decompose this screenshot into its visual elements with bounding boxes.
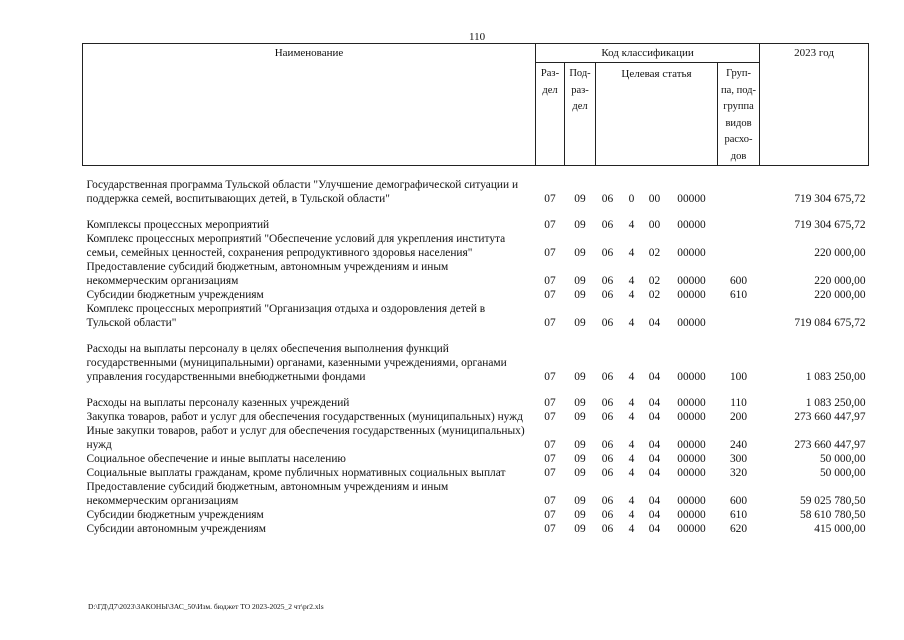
row-target: [596, 452, 718, 466]
target-measure: 04: [648, 439, 661, 451]
target-program: 06: [601, 439, 614, 451]
target-subprogram: 4: [628, 275, 635, 287]
target-measure: 04: [648, 411, 661, 423]
target-program: 06: [601, 453, 614, 465]
page-number: 110: [469, 31, 486, 43]
table-row: [83, 452, 869, 466]
row-razdel: 07: [544, 289, 556, 301]
row-sum: 415 000,00: [814, 523, 866, 535]
target-program: 06: [601, 247, 614, 259]
row-razdel: 07: [544, 523, 556, 535]
target-program: 06: [601, 193, 614, 205]
target-measure: 04: [648, 371, 661, 383]
table-row: [83, 480, 869, 508]
target-measure: 02: [648, 247, 661, 259]
row-sum: 220 000,00: [814, 247, 866, 259]
row-razdel: 07: [544, 275, 556, 287]
row-podrazdel: 09: [574, 193, 586, 205]
target-program: 06: [601, 397, 614, 409]
target-program: 06: [601, 275, 614, 287]
header-classification: Код классификации: [536, 44, 760, 63]
row-name: Закупка товаров, работ и услуг для обеспечения государственных (муниципальных) нужд: [86, 411, 523, 423]
row-podrazdel: 09: [574, 439, 586, 451]
row-podrazdel: 09: [574, 411, 586, 423]
row-razdel: 07: [544, 411, 556, 423]
row-vid: 240: [729, 439, 748, 451]
row-sum: 719 304 675,72: [794, 219, 866, 231]
target-direction: 00000: [677, 219, 706, 231]
target-subprogram: 4: [628, 247, 635, 259]
row-name: Расходы на выплаты персоналу казенных учреждений: [86, 397, 350, 409]
target-subprogram: 4: [628, 317, 635, 329]
row-name: Расходы на выплаты персоналу в целях обеспечения выполнения функций государственными (муниципальными) органами, казенными учреждениями, органами управления государственными внебюджетными фондами: [86, 343, 507, 383]
target-program: 06: [601, 371, 614, 383]
target-direction: 00000: [677, 275, 706, 287]
target-measure: 04: [648, 317, 661, 329]
target-direction: 00000: [677, 467, 706, 479]
row-vid: 610: [729, 289, 748, 301]
target-measure: 04: [648, 509, 661, 521]
row-name: Комплекс процессных мероприятий "Организация отдыха и оздоровления детей в Тульской области": [86, 303, 486, 329]
target-measure: 04: [648, 453, 661, 465]
row-podrazdel: 09: [574, 371, 586, 383]
budget-table: [82, 43, 869, 536]
table-row: [83, 178, 869, 206]
target-direction: 00000: [677, 371, 706, 383]
row-vid: 600: [729, 275, 748, 287]
row-name: Предоставление субсидий бюджетным, автономным учреждениям и иным некоммерческим организациям: [86, 261, 449, 287]
target-direction: 00000: [677, 397, 706, 409]
table-row: [83, 508, 869, 522]
row-target: [596, 288, 718, 302]
target-subprogram: 0: [628, 193, 635, 205]
target-direction: 00000: [677, 289, 706, 301]
row-target: [596, 438, 718, 452]
row-sum: 58 610 780,50: [800, 509, 866, 521]
target-direction: 00000: [677, 509, 706, 521]
row-name: Социальные выплаты гражданам, кроме публичных нормативных социальных выплат: [86, 467, 506, 479]
row-sum: 719 304 675,72: [794, 193, 866, 205]
target-subprogram: 4: [628, 289, 635, 301]
row-sum: 273 660 447,97: [794, 439, 866, 451]
target-direction: 00000: [677, 411, 706, 423]
row-podrazdel: 09: [574, 453, 586, 465]
row-vid: 620: [729, 523, 748, 535]
row-name: Субсидии бюджетным учреждениям: [86, 509, 264, 521]
target-measure: 04: [648, 495, 661, 507]
row-name: Предоставление субсидий бюджетным, автономным учреждениям и иным некоммерческим организациям: [86, 481, 449, 507]
row-razdel: 07: [544, 453, 556, 465]
target-program: 06: [601, 509, 614, 521]
target-program: 06: [601, 495, 614, 507]
row-razdel: 07: [544, 439, 556, 451]
row-podrazdel: 09: [574, 467, 586, 479]
target-subprogram: 4: [628, 411, 635, 423]
row-razdel: 07: [544, 509, 556, 521]
target-subprogram: 4: [628, 453, 635, 465]
table-row: [83, 302, 869, 330]
row-razdel: 07: [544, 467, 556, 479]
row-razdel: 07: [544, 495, 556, 507]
row-sum: 273 660 447,97: [794, 411, 866, 423]
row-podrazdel: 09: [574, 219, 586, 231]
target-measure: 00: [648, 193, 661, 205]
row-target: [596, 274, 718, 288]
target-measure: 04: [648, 397, 661, 409]
row-vid: 320: [729, 467, 748, 479]
target-measure: 02: [648, 275, 661, 287]
target-program: 06: [601, 411, 614, 423]
row-podrazdel: 09: [574, 509, 586, 521]
header-name: Наименование: [83, 44, 536, 166]
target-measure: 00: [648, 219, 661, 231]
row-name: Социальное обеспечение и иные выплаты населению: [86, 453, 346, 465]
row-name: Комплекс процессных мероприятий "Обеспечение условий для укрепления института семьи, семейных ценностей, сохранения репродуктивного здоровья населения": [86, 233, 506, 259]
row-vid: [718, 232, 760, 260]
row-razdel: 07: [544, 397, 556, 409]
row-podrazdel: 09: [574, 275, 586, 287]
row-name: Комплексы процессных мероприятий: [86, 219, 270, 231]
file-path-footer: D:\ГД\Д7\2023\ЗАКОНЫ\ЗАС_50\Изм. бюджет ТО 2023-2025_2 чт\pr2.xls: [88, 602, 324, 611]
table-row: [83, 342, 869, 384]
row-podrazdel: 09: [574, 317, 586, 329]
row-sum: 50 000,00: [819, 453, 866, 465]
target-subprogram: 4: [628, 439, 635, 451]
target-subprogram: 4: [628, 397, 635, 409]
row-vid: [718, 302, 760, 330]
header-vid: Груп- па, под- группа видов расхо- дов: [718, 63, 760, 166]
table-header: [83, 44, 869, 166]
row-sum: 220 000,00: [814, 289, 866, 301]
row-target: [596, 522, 718, 536]
target-direction: 00000: [677, 439, 706, 451]
row-target: [596, 192, 718, 206]
target-direction: 00000: [677, 193, 706, 205]
row-vid: 200: [729, 411, 748, 423]
row-target: [596, 218, 718, 232]
table-row: [83, 424, 869, 452]
target-subprogram: 4: [628, 509, 635, 521]
header-razdel: Раз- дел: [536, 63, 565, 166]
row-target: [596, 370, 718, 384]
table-body: [83, 166, 869, 537]
target-direction: 00000: [677, 453, 706, 465]
row-vid: [718, 178, 760, 206]
target-subprogram: 4: [628, 495, 635, 507]
row-podrazdel: 09: [574, 523, 586, 535]
table-row: [83, 218, 869, 232]
target-program: 06: [601, 317, 614, 329]
row-name: Государственная программа Тульской области "Улучшение демографической ситуации и поддержка семей, воспитывающих детей, в Тульской области": [86, 179, 519, 205]
row-vid: 600: [729, 495, 748, 507]
row-sum: 1 083 250,00: [805, 397, 866, 409]
row-vid: 110: [730, 397, 747, 409]
table-row: [83, 522, 869, 536]
row-target: [596, 396, 718, 410]
row-sum: 50 000,00: [819, 467, 866, 479]
table-row: [83, 396, 869, 410]
row-target: [596, 466, 718, 480]
row-razdel: 07: [544, 317, 556, 329]
target-measure: 02: [648, 289, 661, 301]
target-subprogram: 4: [628, 467, 635, 479]
table-row: [83, 260, 869, 288]
row-vid: 100: [729, 371, 748, 383]
table-row: [83, 288, 869, 302]
row-podrazdel: 09: [574, 247, 586, 259]
target-program: 06: [601, 523, 614, 535]
target-subprogram: 4: [628, 371, 635, 383]
target-program: 06: [601, 467, 614, 479]
table-row: [83, 232, 869, 260]
target-subprogram: 4: [628, 523, 635, 535]
row-vid: [718, 218, 760, 232]
row-razdel: 07: [544, 247, 556, 259]
header-year: 2023 год: [760, 44, 869, 166]
target-direction: 00000: [677, 523, 706, 535]
row-target: [596, 410, 718, 424]
target-program: 06: [601, 289, 614, 301]
target-subprogram: 4: [628, 219, 635, 231]
row-target: [596, 316, 718, 330]
target-measure: 04: [648, 523, 661, 535]
row-name: Субсидии бюджетным учреждениям: [86, 289, 264, 301]
row-sum: 59 025 780,50: [800, 495, 866, 507]
row-razdel: 07: [544, 219, 556, 231]
target-direction: 00000: [677, 247, 706, 259]
header-target: Целевая статья: [596, 63, 718, 166]
row-name: Субсидии автономным учреждениям: [86, 523, 266, 535]
row-podrazdel: 09: [574, 397, 586, 409]
table-row: [83, 466, 869, 480]
row-razdel: 07: [544, 371, 556, 383]
target-program: 06: [601, 219, 614, 231]
target-direction: 00000: [677, 317, 706, 329]
row-target: [596, 508, 718, 522]
target-direction: 00000: [677, 495, 706, 507]
row-podrazdel: 09: [574, 495, 586, 507]
header-podrazdel: Под- раз- дел: [565, 63, 596, 166]
row-sum: 220 000,00: [814, 275, 866, 287]
row-sum: 719 084 675,72: [794, 317, 866, 329]
table-row: [83, 410, 869, 424]
row-target: [596, 246, 718, 260]
row-vid: 610: [729, 509, 748, 521]
row-podrazdel: 09: [574, 289, 586, 301]
target-measure: 04: [648, 467, 661, 479]
row-sum: 1 083 250,00: [805, 371, 866, 383]
row-name: Иные закупки товаров, работ и услуг для обеспечения государственных (муниципальных) нужд: [86, 425, 525, 451]
row-target: [596, 494, 718, 508]
row-razdel: 07: [544, 193, 556, 205]
row-vid: 300: [729, 453, 748, 465]
